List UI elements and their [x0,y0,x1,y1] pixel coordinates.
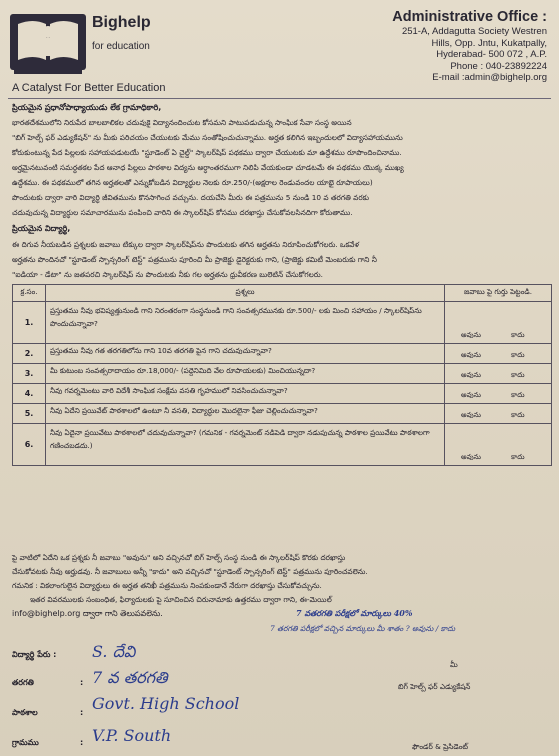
question-text: ప్రస్తుతము నీవు గత తరగతిలోను గాని 10వ తరగతి పైన గాని చదువుచున్నావా? [46,344,445,364]
school-label: పాఠశాల [12,708,38,717]
footer-line: చేసుకోవటకు నీవు అర్హుడవు. నీ జవాబులు అన్నీ "కాదు" అని వచ్చినచో "స్టూడెంట్ స్పాన్సరింగ్ టెస్ట్" పత్రమును పూరించవలెను. [12,567,368,576]
question-number: 6. [13,424,46,466]
question-text: నీవు ఏదైనా ప్రయివేటు పాఠశాలలో చదువుచున్నావా? (గమనిక - గవర్నమెంట్ నడిపెడి ద్వారా నడుపుచున్న పాఠశాల ప్రయివేటు పాఠశాలగా గణించబడదు.) [46,424,445,466]
no-option[interactable]: కాదు [511,351,525,359]
answer-cell [445,302,552,344]
question-number: 1. [13,302,46,344]
answer-cell [445,404,552,424]
class-value[interactable]: 7 వ తరగతి [92,668,168,687]
body-line: ఈ దిగువ నీయబడిన ప్రశ్నలకు జవాబు టిక్కుల ద్వారా స్కాలర్‌షిప్‌ను పొందుటకు తగిన అర్హతను నిరూపించుకోగలరు. ఒకవేళ [12,240,360,249]
brand-name: Bighelp [92,14,151,31]
student-name-label: విద్యార్థి పేరు : [12,650,57,659]
no-option[interactable]: కాదు [511,331,525,339]
eligibility-questions-table [12,284,552,466]
body-line: పొందుటకు ద్వారా వారి విద్యార్థి జీవితమును కొనసాగించ వచ్చును. దయచేసి మీరు ఈ పత్రమును 5 నుండి 10 వ తరగతి వరకు [12,193,369,202]
question-number: 3. [13,364,46,384]
body-line: భారతదేశములోని నిరుపేద బాలబాలికల చదువుకై విద్యానందించుట కోసమని పాటుపడుచున్న సాంఘిక సేవా సంస్థ అయిన [12,118,352,127]
class-label: తరగతి [12,678,34,687]
header-divider [8,98,551,99]
question-text: మీ కుటుంబ సంవత్సరాదాయం రూ.18,000/- (పద్దెనిమిది వేల రూపాయలకు) మించియున్నదా? [46,364,445,384]
answer-cell [445,364,552,384]
signoff-organisation: బిగ్ హెల్ప్ ఫర్ ఎడ్యుకేషన్ [398,682,471,691]
answer-cell [445,424,552,466]
yes-option[interactable]: అవును [461,411,481,419]
field-colon: : [80,738,84,747]
student-name-value[interactable]: S. దేవి [92,642,136,661]
yes-option[interactable]: అవును [461,331,481,339]
salutation-headmaster: ప్రియమైన ప్రధానోపాధ్యాయుడు లేక గ్రామాధికారి, [12,103,162,112]
question-text: ప్రస్తుతము నీవు భవిష్యత్తునుండి గాని నిరంతరంగా సంస్థనుండి గాని సంవత్సరమునకు రూ.500/- లకు మించి సహాయం / స్కాలర్‌షిప్‌ను పొందుచున్నావా? [46,302,445,344]
handwritten-note: 7 తరగతి పరీక్షలో వచ్చిన మార్కులు మీ శాతం ? అవును / కాదు [270,624,456,633]
column-header-answer: జవాబు పై గుర్తు పెట్టండి. [445,285,552,302]
no-option[interactable]: కాదు [511,391,525,399]
handwritten-note: 7 వతరగతి పరీక్షలో మార్కులు 40% [296,608,413,618]
question-text: నీవు ఏదేని ప్రయివేట్ పాఠశాలలో ఉంటూ నీ వసతి, విద్యార్థుల మొదలైనా ఫీజు చెల్లించుచున్నావా? [46,404,445,424]
field-colon: : [80,708,84,717]
question-text: నీవు గవర్నమెంటు వారి విదేశీ సాంఘిక సంక్షేమ వసతి గృహములో నివసించుచున్నావా? [46,384,445,404]
signoff-yours: మీ [450,660,458,669]
column-header-question: ప్రశ్నలు [46,285,445,302]
field-colon: : [80,678,84,687]
yes-option[interactable]: అవును [461,371,481,379]
footer-line: ఇతర వివరములకు సంబంధిత, ఫిర్యాదులకు పై సూచించిన చిరునామాకు ఉత్తరము ద్వారా గాని, ఈ-మెయిల్ [30,595,332,604]
office-address-line: 251-A, Addagutta Society Westren [401,26,547,37]
table-row [13,424,552,466]
table-row [13,302,552,344]
village-label: గ్రామము [12,738,39,747]
signoff-founder: ఫౌండర్ & ప్రెసిడెంట్ [412,742,469,751]
body-line: "బిగ్ హెల్ప్ ఫర్ ఎడ్యుకేషన్" ను మీకు పరిచయం చేయుటకు మేము సంతోషించుచున్నాము. అర్హత కలిగిన ఇబ్బందులలో విద్యాసహాయమును [12,133,403,142]
office-phone: Phone : 040-23892224 [450,60,547,72]
body-line: ఉద్దేశము. ఈ పథకములో తగిన అర్హతలతో ఎన్నుకోబడిన విద్యార్థుల నెలకు రూ.250/-(అక్షరాల రెండువందల యాభై రూపాయలు) [12,178,373,187]
table-row [13,364,552,384]
village-value[interactable]: V.P. South [92,726,172,745]
office-email: E-mail :admin@bighelp.org [432,72,547,83]
body-line: "ఐడియా - డేటా" ను జతపరచి స్కాలర్‌షిప్ ను పొందుటకు నీకు గల అర్హతను ధ్రువీకరణ బులెటిన్ చేసుకోగలరు. [12,270,323,279]
tagline: A Catalyst For Better Education [12,82,166,94]
table-header-row [13,285,552,302]
answer-cell [445,344,552,364]
table-row [13,404,552,424]
no-option[interactable]: కాదు [511,411,525,419]
brand-subtitle: for education [92,41,150,52]
no-option[interactable]: కాదు [511,453,525,461]
office-address-line: Hyderabad- 500 072 , A.P. [436,49,547,60]
yes-option[interactable]: అవును [461,453,481,461]
open-book-logo-icon [8,10,88,80]
question-number: 5. [13,404,46,424]
office-address-block [317,8,547,84]
question-number: 2. [13,344,46,364]
answer-cell [445,384,552,404]
salutation-student: ప్రియమైన విద్యార్థి, [12,224,71,233]
column-header-number: క్ర.సం. [13,285,46,302]
body-line: అర్హతను పొందినచో "స్టూడెంట్ స్పాన్సరింగ్ టెస్ట్" పత్రమును పూరించి మీ ప్రాజెక్టు డైరెక్టరుకు గాని, (ప్రాజెక్టు కమిటీ మెంబరుకు గాని నీ [12,255,377,264]
table-row [13,384,552,404]
school-value[interactable]: Govt. High School [92,694,240,713]
office-address-line: Hills, Opp. Jntu, Kukatpally, [431,37,547,49]
footer-note: గమనిక : వికలాంగులైన విద్యార్థులు ఈ అర్హత తనిఖీ పత్రమును నింపకుండానే నేరుగా దరఖాస్తు చేసుకోవచ్చును. [12,581,322,590]
email-line: info@bighelp.org ద్వారా గాని తెలుపవలెను. [12,609,163,618]
question-number: 4. [13,384,46,404]
body-line: కోరుకుంటున్న పేద పిల్లలకు సహాయపడుటయే "స్టూడెంట్ ఏ చైల్డ్" స్కాలర్‌షిప్ పథకము ద్వారా చేయుటకు మా ఉద్దేశము రూపొందించినాము. [12,148,402,157]
footer-line: పై వాటిలో ఏదేని ఒక ప్రశ్నకు నీ జవాబు "అవును" అని వచ్చినచో బిగ్ హెల్ప్ సంస్థ నుండి ఈ స్కాలర్‌షిప్ కొరకు దరఖాస్తు [12,553,346,562]
table-row [13,344,552,364]
yes-option[interactable]: అవును [461,391,481,399]
yes-option[interactable]: అవును [461,351,481,359]
no-option[interactable]: కాదు [511,371,525,379]
body-line: చదువుచున్న విద్యార్థుల సమాచారమును పంపించి వారిని ఈ స్కాలర్‌షిప్ కోసము దరఖాస్తు చేసుకోవలసినదిగా కోరుతాము. [12,208,353,217]
body-line: అర్హమైనటువంటి సమర్థతకల పేద ఆనాధ పిల్లలు పాఠశాల విద్యను అర్ధాంతరముగా నిలిపి వేయకుండా చూడటమే ఈ పథకము యొక్క ముఖ్య [12,163,404,172]
office-title: Administrative Office : [392,9,547,25]
